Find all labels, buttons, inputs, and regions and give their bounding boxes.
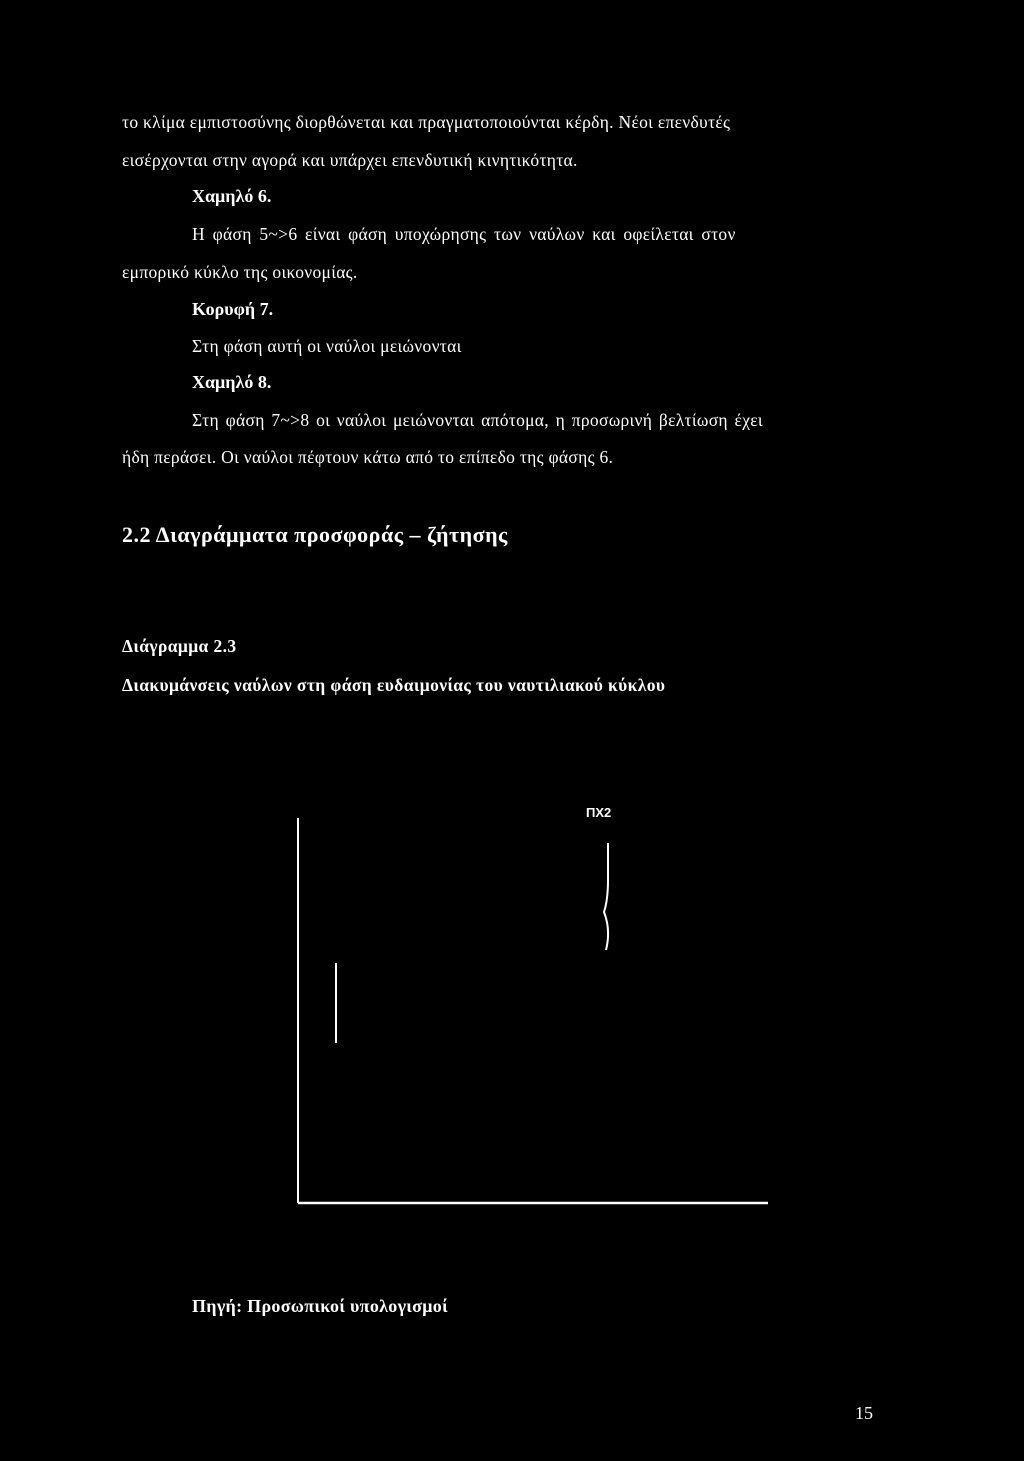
page-number: 15 xyxy=(855,1403,873,1423)
paragraph-line: Στη φάση 7~>8 οι ναύλοι μειώνονται απότομα, η προσωρινή βελτίωση έχει xyxy=(192,410,763,430)
section-heading: 2.2 Διαγράμματα προσφοράς – ζήτησης xyxy=(122,522,508,547)
paragraph-line: Στη φάση αυτή οι ναύλοι μειώνονται xyxy=(192,336,462,356)
phase-label-low-6: Χαμηλό 6. xyxy=(192,186,272,206)
figure-title: Διάγραμμα 2.3 xyxy=(122,636,237,656)
demand-curve-stroke xyxy=(604,843,608,950)
phase-label-low-8: Χαμηλό 8. xyxy=(192,372,272,392)
paragraph-line: Η φάση 5~>6 είναι φάση υποχώρησης των ναύλων και οφείλεται στον xyxy=(192,224,736,244)
paragraph-line: εμπορικό κύκλο της οικονομίας. xyxy=(122,262,358,282)
chart-label: ΠΧ2 xyxy=(586,805,612,820)
figure-source: Πηγή: Προσωπικοί υπολογισμοί xyxy=(192,1296,448,1316)
phase-label-peak-7: Κορυφή 7. xyxy=(192,299,274,319)
paragraph-line: το κλίμα εμπιστοσύνης διορθώνεται και πραγματοποιούνται κέρδη. Νέοι επενδυτές xyxy=(122,112,731,132)
figure-caption: Διακυμάνσεις ναύλων στη φάση ευδαιμονίας του ναυτιλιακού κύκλου xyxy=(122,675,666,695)
paragraph-line: εισέρχονται στην αγορά και υπάρχει επενδυτική κινητικότητα. xyxy=(122,150,578,170)
paragraph-line: ήδη περάσει. Οι ναύλοι πέφτουν κάτω από το επίπεδο της φάσης 6. xyxy=(122,447,614,467)
